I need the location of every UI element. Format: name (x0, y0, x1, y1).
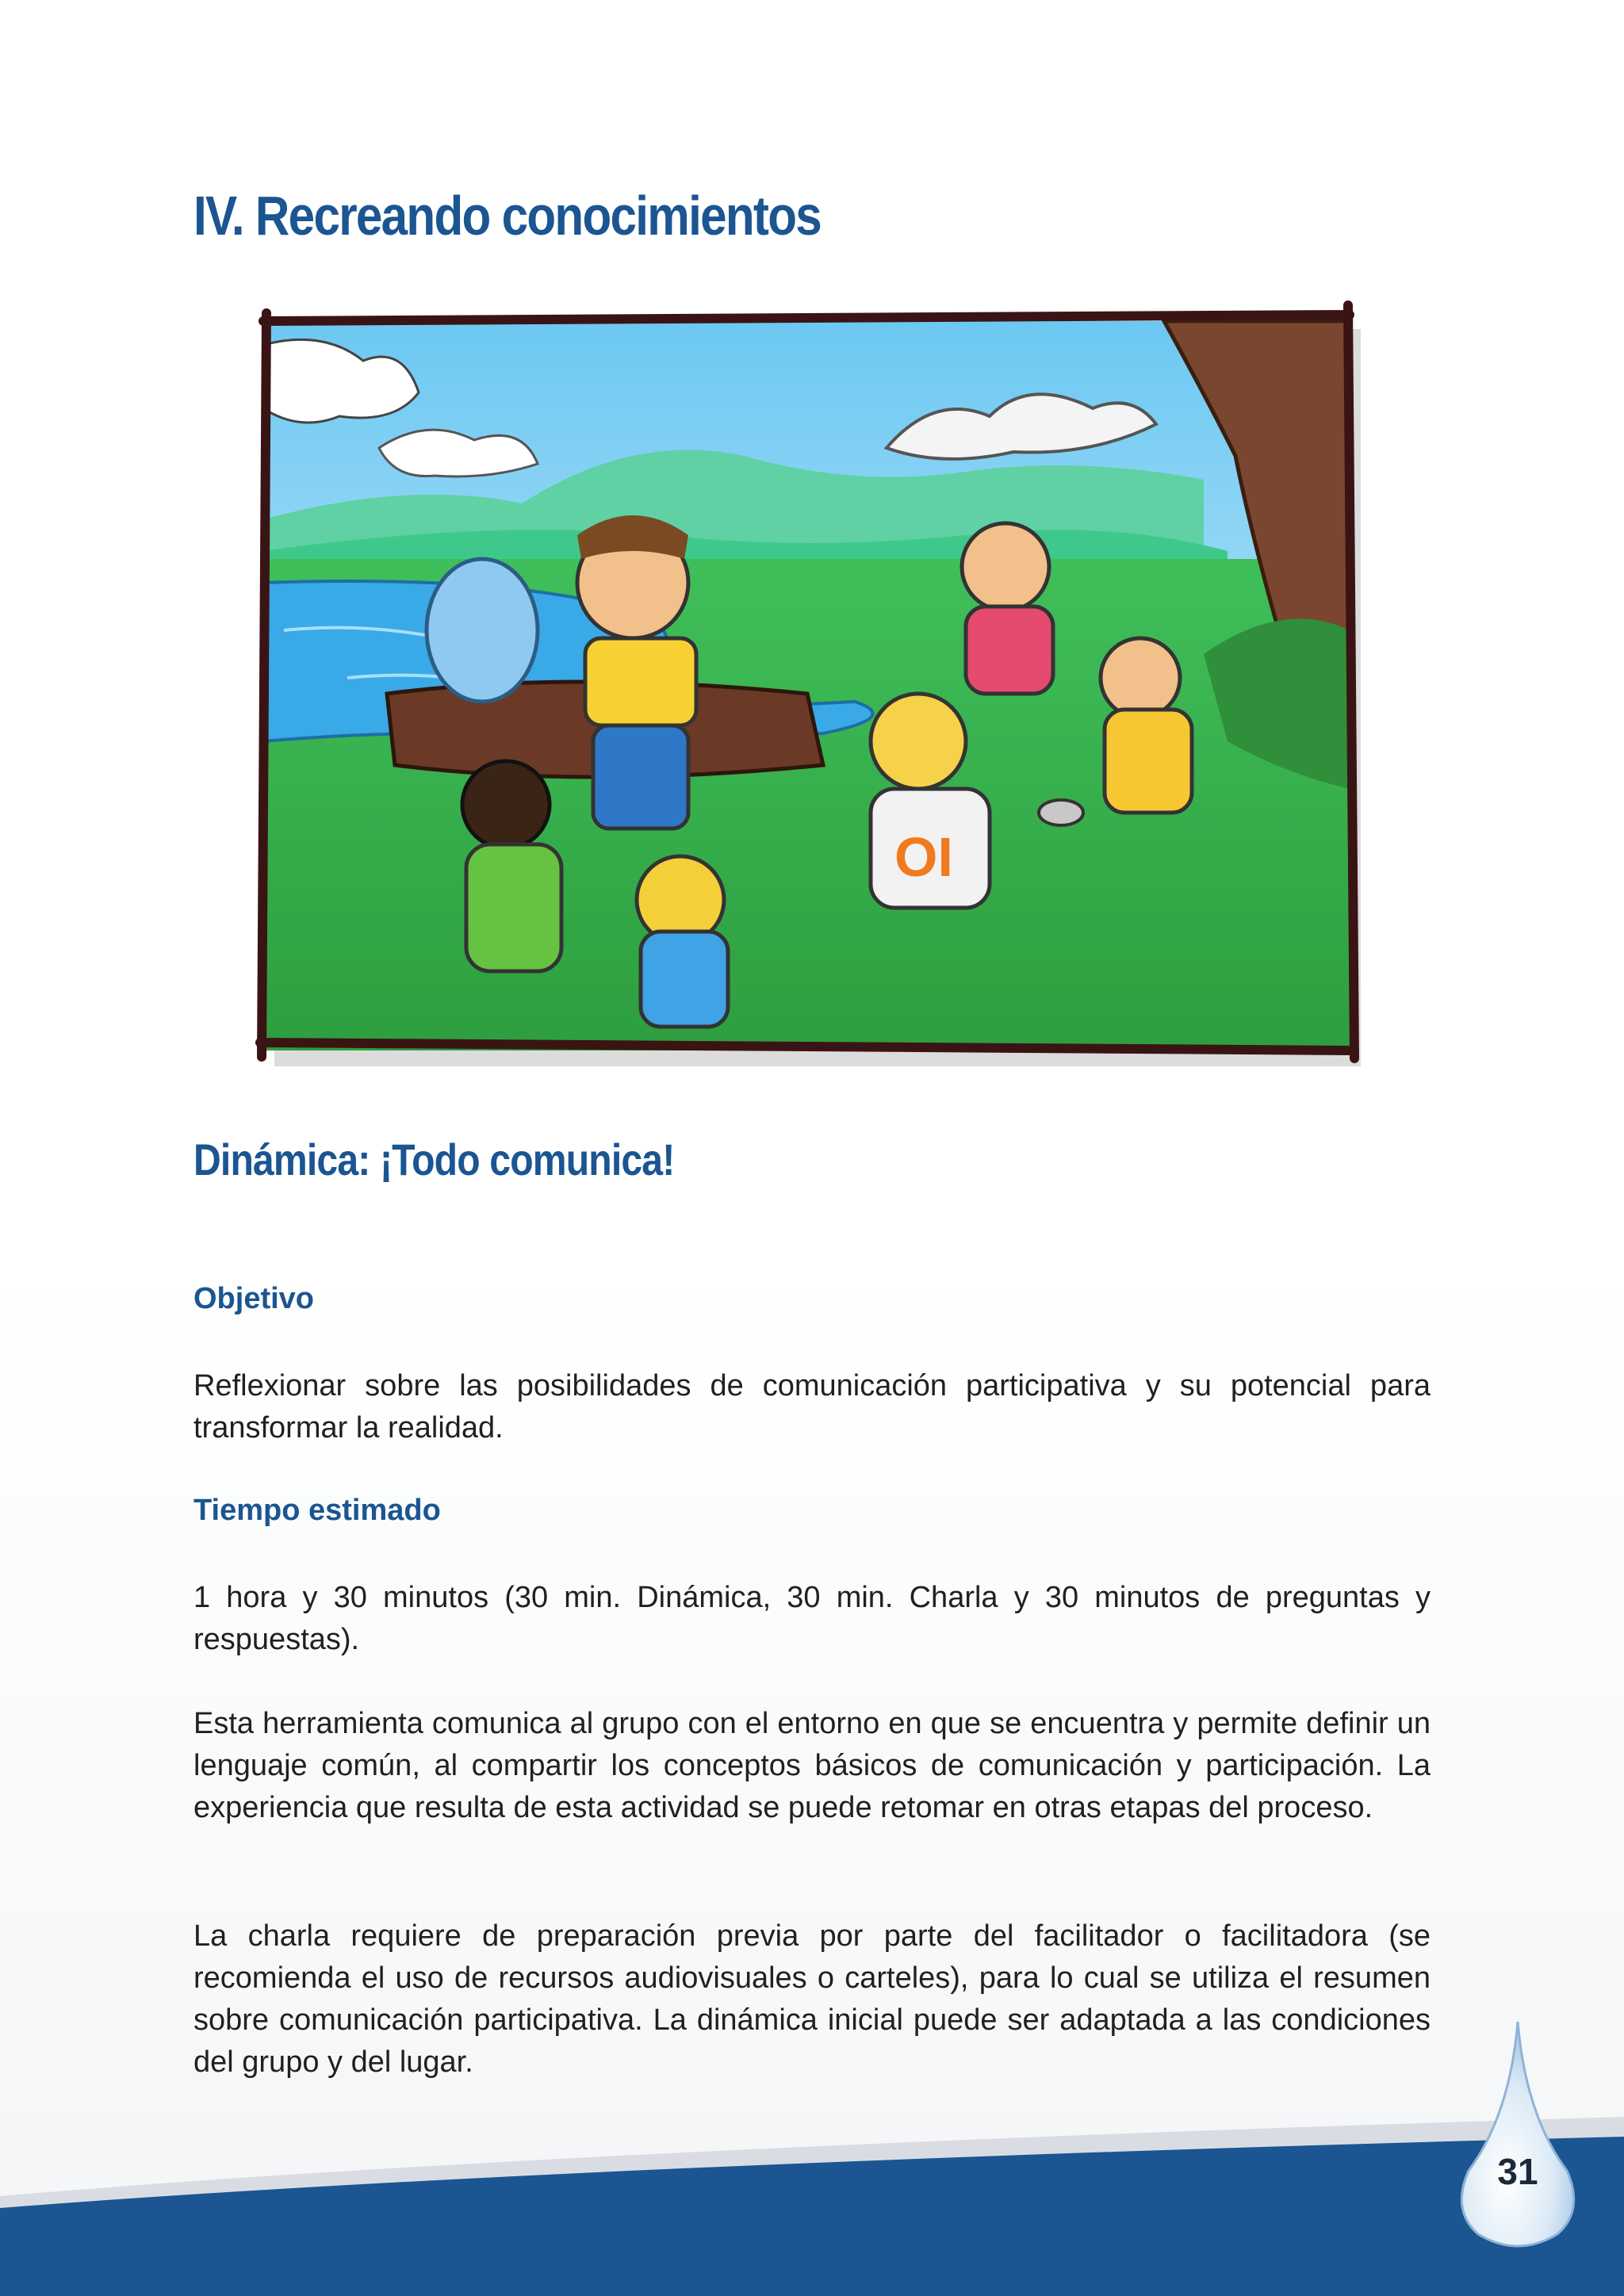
section-title: IV. Recreando conocimientos (193, 185, 822, 247)
page-number: 31 (1497, 2151, 1538, 2192)
body-paragraph-2: La charla requiere de preparación previa por parte del facilitador o facilitadora (se recomienda el uso de recursos audiovisuales o carteles), para lo cual se utiliza el resumen sobre comunicación participativa. La dinámica inicial puede ser adaptada a las condiciones del grupo y del lugar. (193, 1919, 1431, 2079)
time-heading: Tiempo estimado (193, 1494, 441, 1527)
time-text: 1 hora y 30 minutos (30 min. Dinámica, 30 min. Charla y 30 minutos de preguntas y respuestas). (193, 1581, 1431, 1656)
svg-text:OI: OI (894, 826, 953, 888)
water-drop-icon (1454, 2020, 1581, 2250)
objective-text: Reflexionar sobre las posibilidades de comunicación participativa y su potencial para transformar la realidad. (193, 1369, 1431, 1445)
campfire-illustration (252, 297, 1370, 1074)
body-paragraph-1: Esta herramienta comunica al grupo con el entorno en que se encuentra y permite definir un lenguaje común, al compartir los conceptos básicos de comunicación y participación. La experiencia que resulta de esta actividad se puede retomar en otras etapas del proceso. (193, 1707, 1431, 1824)
objective-heading: Objetivo (193, 1282, 315, 1315)
footer-wave (0, 2101, 1624, 2296)
dynamic-title: Dinámica: ¡Todo comunica! (193, 1135, 675, 1184)
